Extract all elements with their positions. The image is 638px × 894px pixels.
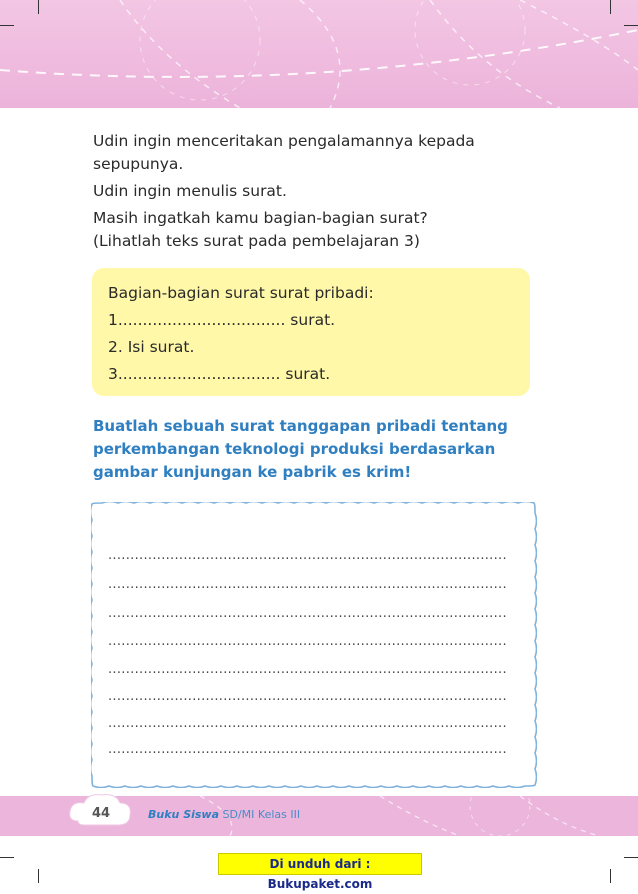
writing-line[interactable]: .......................................................................................... bbox=[108, 716, 507, 731]
crop-mark bbox=[0, 25, 14, 26]
download-banner[interactable]: Di unduh dari : Bukupaket.com bbox=[218, 853, 422, 875]
writing-line[interactable]: .......................................................................................... bbox=[108, 606, 507, 621]
writing-line[interactable]: .......................................................................................... bbox=[108, 634, 507, 649]
crop-mark bbox=[624, 857, 638, 858]
instruction-line: Buatlah sebuah surat tanggapan pribadi tentang bbox=[93, 417, 508, 435]
header-band bbox=[0, 0, 638, 108]
writing-line[interactable]: .......................................................................................... bbox=[108, 689, 507, 704]
crop-mark bbox=[624, 25, 638, 26]
writing-line[interactable]: .......................................................................................... bbox=[108, 577, 507, 592]
letter-part-item: 1.................................. surat. bbox=[108, 311, 336, 329]
letter-part-item: 3................................. surat. bbox=[108, 365, 331, 383]
intro-line: Masih ingatkah kamu bagian-bagian surat? bbox=[93, 209, 428, 227]
instruction-line: gambar kunjungan ke pabrik es krim! bbox=[93, 463, 412, 481]
intro-line: (Lihatlah teks surat pada pembelajaran 3) bbox=[93, 232, 420, 250]
intro-line: Udin ingin menulis surat. bbox=[93, 182, 287, 200]
writing-line[interactable]: .......................................................................................... bbox=[108, 662, 507, 677]
letter-part-item: 2. Isi surat. bbox=[108, 338, 195, 356]
instruction-text bbox=[93, 415, 533, 484]
book-label-grade: SD/MI Kelas III bbox=[219, 808, 301, 821]
writing-line[interactable]: .......................................................................................... bbox=[108, 742, 507, 757]
page-number: 44 bbox=[92, 806, 111, 821]
letter-parts-title: Bagian-bagian surat surat pribadi: bbox=[108, 284, 374, 302]
crop-mark bbox=[0, 857, 14, 858]
intro-line: Udin ingin menceritakan pengalamannya kepada bbox=[93, 132, 475, 150]
crop-mark bbox=[610, 869, 611, 883]
book-label-title: Buku Siswa bbox=[148, 808, 220, 821]
writing-line[interactable]: .......................................................................................... bbox=[108, 548, 507, 563]
book-label bbox=[148, 808, 300, 821]
crop-mark bbox=[38, 869, 39, 883]
crop-mark bbox=[610, 0, 611, 14]
crop-mark bbox=[38, 0, 39, 14]
instruction-line: perkembangan teknologi produksi berdasarkan bbox=[93, 440, 496, 458]
intro-line: sepupunya. bbox=[93, 155, 184, 173]
letter-parts-box bbox=[92, 268, 530, 396]
header-decoration bbox=[0, 0, 638, 108]
